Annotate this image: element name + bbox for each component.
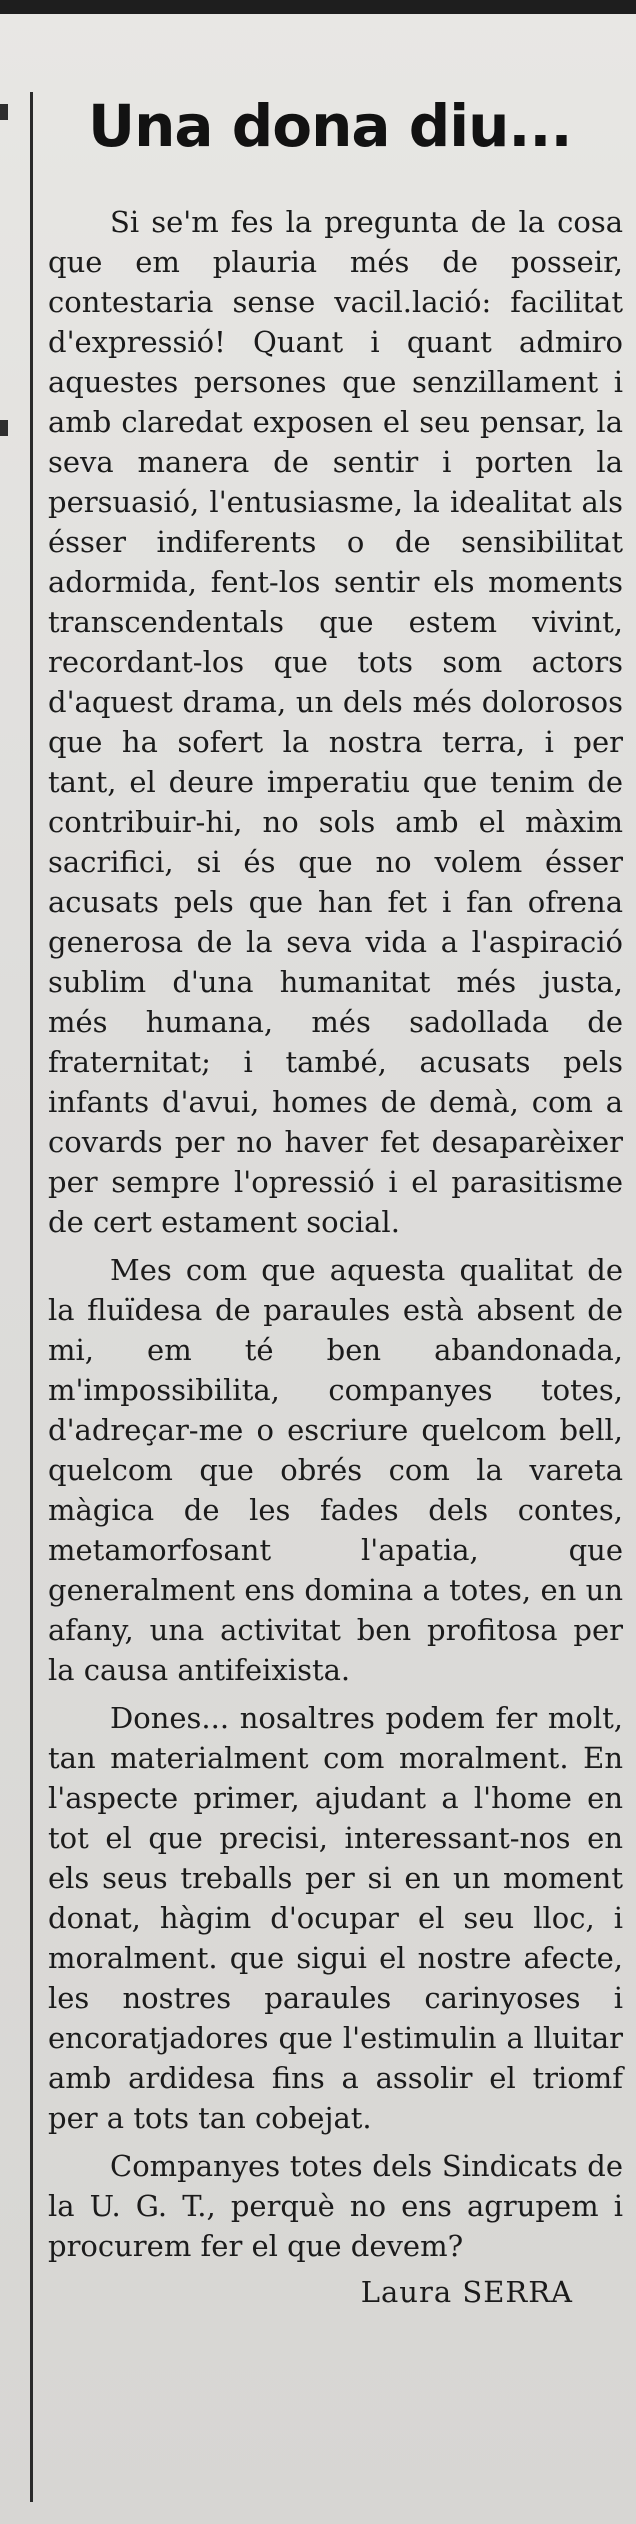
article-headline: Una dona diu... [88,92,572,160]
column-divider-rule [30,92,33,2502]
article-paragraph: Mes com que aquesta qualitat de la fluïdesa de paraules està absent de mi, em té ben abandonada, m'impossibilita, companyes totes, d'adreçar-me o escriure quelcom bell, quelcom que obrés com la vareta màgica de les fades dels contes, metamorfosant l'apatia, que generalment ens domina a totes, en un afany, una activitat ben profitosa per la causa antifeixista. [48,1253,623,1687]
article-paragraph: Dones... nosaltres podem fer molt, tan materialment com moralment. En l'aspecte primer, ajudant a l'home en tot el que precisi, interessant-nos en els seus treballs per si en un moment donat, hàgim d'ocupar el seu lloc, i moralment. que sigui el nostre afecte, les nostres paraules carinyoses i encoratjadores que l'estimulin a lluitar amb ardidesa fins a assolir el triomf per a tots tan cobejat. [48,1701,623,2135]
edge-print-mark [0,420,8,436]
edge-print-mark [0,104,8,120]
top-border-rule [0,0,636,14]
article-paragraph: Si se'm fes la pregunta de la cosa que em plauria més de posseir, contestaria sense vacil.lació: facilitat d'expressió! Quant i quant admiro aquestes persones que senzillament i amb claredat exposen el seu pensar, la seva manera de sentir i porten la persuasió, l'entusiasme, la idealitat als ésser indiferents o de sensibilitat adormida, fent-los sentir els moments transcendentals que estem vivint, recordant-los que tots som actors d'aquest drama, un dels més dolorosos que ha sofert la nostra terra, i per tant, el deure imperatiu que tenim de contribuir-hi, no sols amb el màxim sacrifici, si és que no volem ésser acusats pels que han fet i fan ofrena generosa de la seva vida a l'aspiració sublim d'una humanitat més justa, més humana, més sadollada de fraternitat; i també, acusats pels infants d'avui, homes de demà, com a covards per no haver fet desaparèixer per sempre l'opressió i el parasitisme de cert estament social. [48,205,623,1239]
article-paragraph: Companyes totes dels Sindicats de la U. G. T., perquè no ens agrupem i procurem fer el que devem? [48,2149,623,2263]
article [48,70,623,2312]
author-signature: Laura SERRA [360,2275,573,2309]
